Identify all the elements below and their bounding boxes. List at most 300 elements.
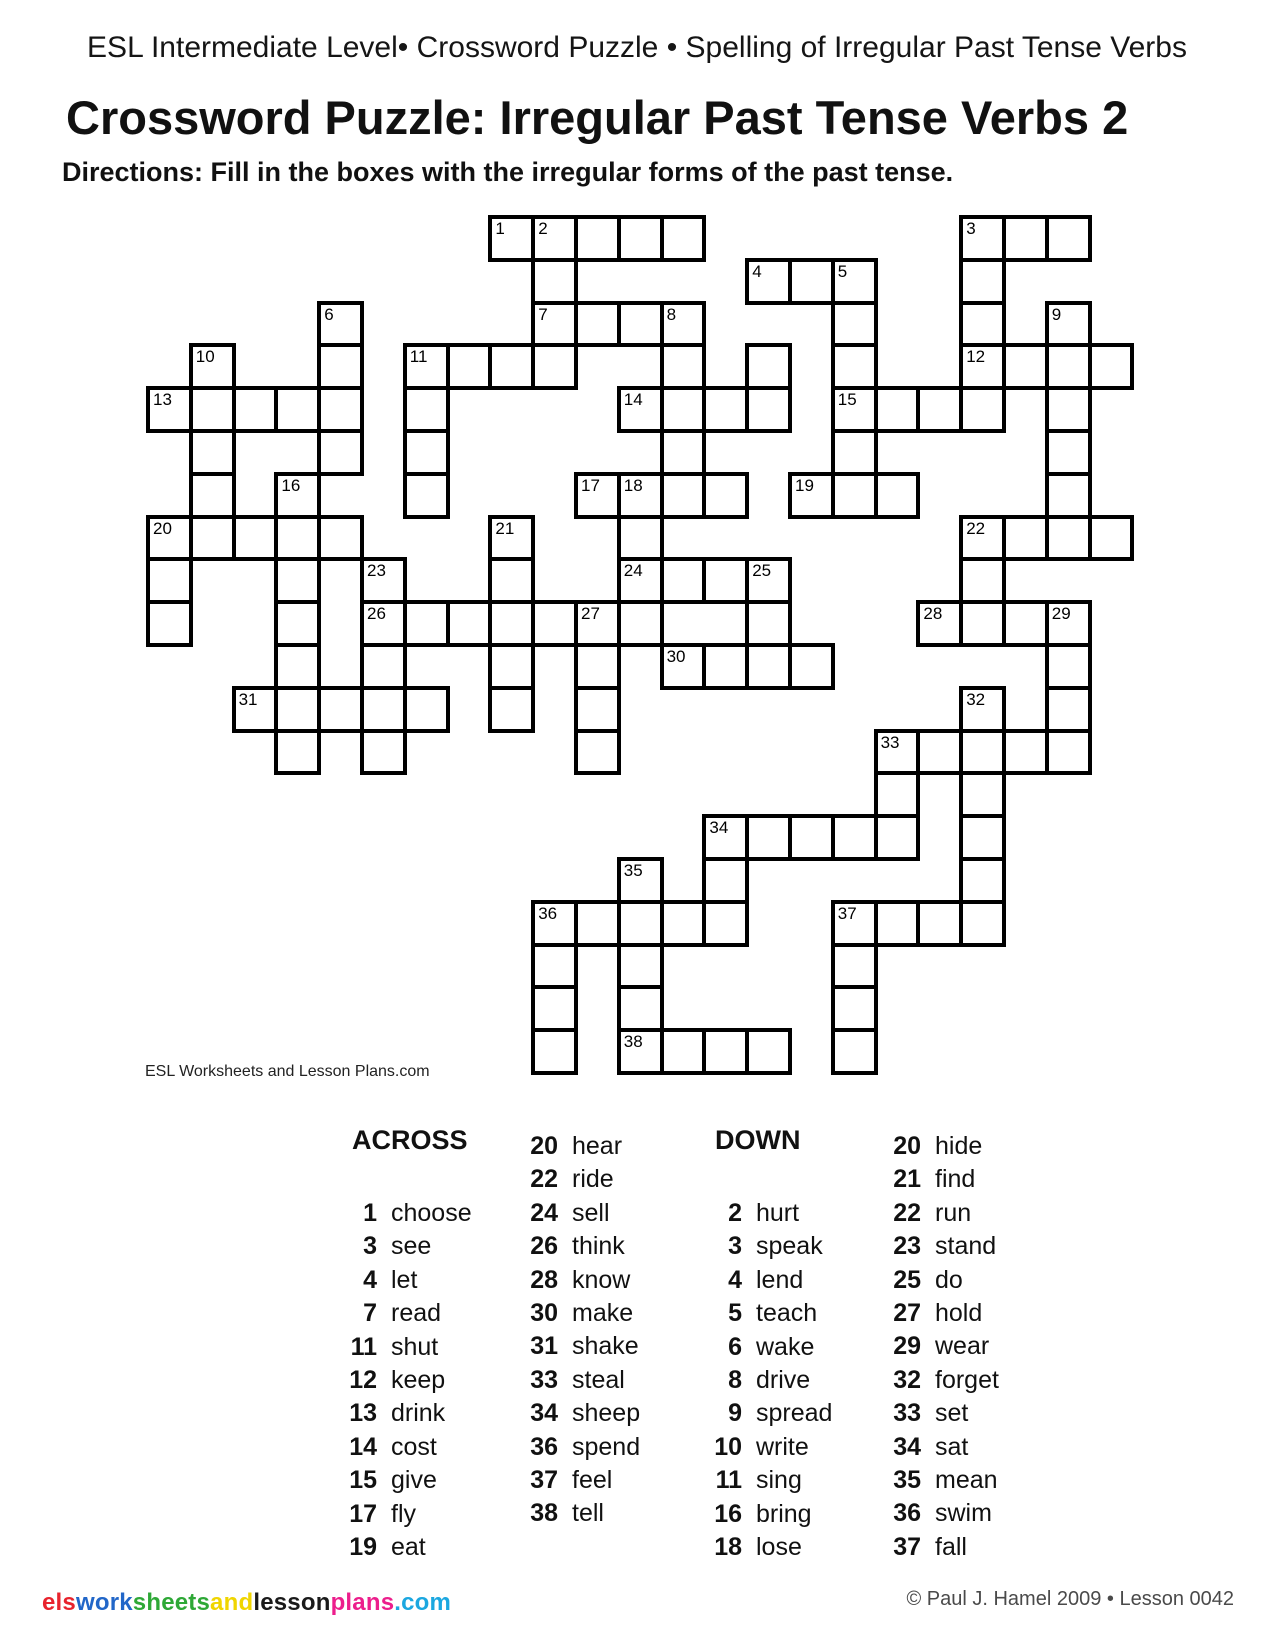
grid-cell[interactable] [189,386,236,433]
grid-cell[interactable] [617,386,664,433]
clue-item [881,1397,999,1430]
clue-number: 4 [728,1265,742,1294]
clue-item [881,1297,999,1330]
clue-word: choose [391,1199,472,1227]
clue-item [518,1230,640,1263]
clue-word: keep [391,1366,446,1395]
grid-cell[interactable] [1045,600,1092,647]
directions-text: Directions: Fill in the boxes with the irregular forms of the past tense. [62,157,954,187]
grid-cell[interactable] [403,343,450,390]
grid-cell[interactable] [831,472,878,519]
grid-cell[interactable] [745,814,792,861]
site-link[interactable] [42,1589,451,1617]
grid-cell[interactable] [660,900,707,947]
grid-cell[interactable] [702,900,749,947]
cell-number: 36 [538,903,558,923]
clue-word: sell [572,1198,610,1227]
clue-number: 17 [349,1499,377,1528]
grid-cell[interactable] [831,814,878,861]
clue-item [337,1264,472,1297]
clue-number: 37 [893,1532,921,1561]
cell-number: 28 [923,604,943,624]
across-clue-column-2 [518,1130,640,1531]
clue-item [518,1464,640,1497]
clue-number: 27 [893,1299,921,1328]
grid-cell[interactable] [317,515,364,562]
clue-word: hurt [756,1199,800,1227]
clue-item [881,1531,999,1564]
clue-number: 2 [728,1199,742,1227]
grid-cell[interactable] [702,386,749,433]
clue-word: ride [572,1165,614,1194]
grid-cell[interactable] [531,343,578,390]
grid-cell[interactable] [660,301,707,348]
clue-number: 22 [893,1198,921,1227]
down-clue-column-2 [881,1130,999,1564]
clue-number: 8 [728,1366,742,1395]
grid-cell[interactable] [189,343,236,390]
grid-cell[interactable] [574,686,621,733]
grid-cell[interactable] [531,301,578,348]
grid-cell[interactable] [274,515,321,562]
grid-cell[interactable] [1045,343,1092,390]
grid-cell[interactable] [574,600,621,647]
grid-cell[interactable] [531,943,578,990]
cell-number: 38 [623,1032,643,1052]
grid-cell[interactable] [360,729,407,776]
grid-cell[interactable] [574,301,621,348]
grid-cell[interactable] [360,557,407,604]
grid-cell[interactable] [702,857,749,904]
grid-cell[interactable] [403,600,450,647]
clue-item [337,1397,472,1430]
grid-cell[interactable] [959,814,1006,861]
clue-word: wake [756,1332,815,1361]
grid-cell[interactable] [959,557,1006,604]
grid-cell[interactable] [831,301,878,348]
cell-number: 4 [752,261,762,281]
grid-cell[interactable] [531,258,578,305]
grid-cell[interactable] [274,729,321,776]
grid-cell[interactable] [574,472,621,519]
grid-cell[interactable] [959,771,1006,818]
grid-cell[interactable] [403,686,450,733]
page-title: Crossword Puzzle: Irregular Past Tense Verbs 2 [66,91,1129,144]
grid-cell[interactable] [617,301,664,348]
grid-cell[interactable] [660,472,707,519]
clue-number: 30 [530,1299,558,1328]
grid-cell[interactable] [488,600,535,647]
grid-cell[interactable] [617,857,664,904]
grid-cell[interactable] [1045,515,1092,562]
grid-cell[interactable] [146,600,193,647]
grid-cell[interactable] [702,472,749,519]
grid-cell[interactable] [617,985,664,1032]
clue-word: sing [756,1466,802,1495]
clue-item [518,1130,640,1163]
grid-cell[interactable] [403,429,450,476]
clue-word: eat [391,1533,426,1562]
grid-cell[interactable] [916,600,963,647]
grid-cell[interactable] [1045,729,1092,776]
grid-cell[interactable] [916,386,963,433]
clue-item [702,1264,832,1297]
site-link-segment: .com [394,1589,452,1616]
grid-cell[interactable] [403,386,450,433]
clue-number: 32 [893,1365,921,1394]
cell-number: 22 [966,518,986,538]
grid-cell[interactable] [403,472,450,519]
grid-cell[interactable] [1002,600,1049,647]
grid-cell[interactable] [660,643,707,690]
clue-item [518,1197,640,1230]
grid-cell[interactable] [574,215,621,262]
down-header: DOWN [715,1125,801,1155]
grid-cell[interactable] [1002,215,1049,262]
grid-cell[interactable] [959,729,1006,776]
clue-word: swim [935,1499,992,1528]
grid-cell[interactable] [702,1028,749,1075]
clue-number: 5 [728,1299,742,1328]
grid-cell[interactable] [1045,643,1092,690]
grid-cell[interactable] [788,258,835,305]
clue-item [337,1230,472,1263]
clue-item [702,1498,832,1531]
clue-item [702,1297,832,1330]
clue-item [518,1297,640,1330]
clue-number: 13 [349,1399,377,1428]
clue-item [337,1331,472,1364]
grid-cell[interactable] [959,215,1006,262]
clue-item [702,1197,832,1230]
grid-cell[interactable] [959,857,1006,904]
grid-cell[interactable] [1045,301,1092,348]
grid-cell[interactable] [617,472,664,519]
grid-cell[interactable] [1088,343,1135,390]
grid-cell[interactable] [274,557,321,604]
grid-cell[interactable] [617,900,664,947]
grid-cell[interactable] [531,985,578,1032]
clue-item [337,1197,472,1230]
clue-word: read [391,1299,442,1328]
grid-cell[interactable] [660,343,707,390]
grid-cell[interactable] [189,515,236,562]
grid-cell[interactable] [574,900,621,947]
clue-word: hold [935,1299,983,1328]
grid-cell[interactable] [788,643,835,690]
grid-cell[interactable] [488,515,535,562]
cell-number: 34 [709,818,729,838]
clue-word: spend [572,1432,641,1461]
grid-cell[interactable] [831,386,878,433]
cell-number: 18 [623,475,643,495]
clue-word: fall [935,1532,967,1561]
grid-cell[interactable] [317,429,364,476]
down-clue-column-1 [702,1197,832,1564]
grid-cell[interactable] [959,600,1006,647]
grid-cell[interactable] [660,215,707,262]
clue-item [881,1197,999,1230]
grid-cell[interactable] [959,515,1006,562]
clue-word: hide [935,1132,983,1160]
grid-cell[interactable] [531,1028,578,1075]
grid-cell[interactable] [874,900,921,947]
clue-number: 31 [530,1332,558,1361]
grid-cell[interactable] [745,343,792,390]
grid-cell[interactable] [274,472,321,519]
grid-cell[interactable] [745,557,792,604]
clue-word: make [572,1299,634,1328]
grid-cell[interactable] [189,429,236,476]
clue-word: set [935,1399,969,1428]
grid-cell[interactable] [1002,729,1049,776]
cell-number: 11 [409,347,428,367]
clue-number: 33 [893,1399,921,1428]
grid-cell[interactable] [831,429,878,476]
grid-cell[interactable] [189,472,236,519]
grid-cell[interactable] [274,686,321,733]
clue-number: 25 [893,1265,921,1294]
grid-cell[interactable] [831,343,878,390]
grid-cell[interactable] [1045,386,1092,433]
grid-cell[interactable] [617,1028,664,1075]
grid-cell[interactable] [660,1028,707,1075]
clue-item [881,1464,999,1497]
clue-item [337,1297,472,1330]
clue-number: 34 [530,1399,558,1428]
grid-cell[interactable] [660,557,707,604]
grid-cell[interactable] [702,643,749,690]
grid-cell[interactable] [959,258,1006,305]
clue-number: 4 [363,1265,377,1294]
grid-cell[interactable] [317,386,364,433]
clue-number: 10 [714,1432,742,1461]
grid-cell[interactable] [274,643,321,690]
grid-cell[interactable] [1002,343,1049,390]
clue-word: sheep [572,1399,641,1428]
grid-cell[interactable] [788,814,835,861]
clue-number: 24 [530,1198,558,1227]
clue-number: 3 [728,1232,742,1261]
clue-number: 28 [530,1265,558,1294]
clue-word: shut [391,1332,439,1361]
grid-cell[interactable] [146,515,193,562]
site-link-segment: sheets [132,1589,211,1616]
cell-number: 12 [966,347,986,367]
grid-cell[interactable] [146,386,193,433]
clue-word: sat [935,1432,969,1461]
grid-cell[interactable] [745,1028,792,1075]
cell-number: 15 [837,390,857,410]
grid-cell[interactable] [574,643,621,690]
cell-number: 30 [666,647,686,666]
grid-cell[interactable] [360,600,407,647]
clue-word: feel [572,1466,613,1495]
clue-number: 29 [893,1332,921,1361]
grid-cell[interactable] [274,386,321,433]
clue-number: 6 [728,1332,742,1361]
cell-number: 26 [367,604,386,624]
cell-number: 23 [367,561,386,581]
cell-number: 6 [324,304,334,324]
cell-number: 9 [1051,304,1062,324]
grid-cell[interactable] [959,900,1006,947]
grid-cell[interactable] [831,943,878,990]
clue-word: hear [572,1132,623,1160]
clue-item [518,1431,640,1464]
clue-word: lend [756,1265,804,1294]
grid-cell[interactable] [488,343,535,390]
grid-cell[interactable] [874,386,921,433]
grid-cell[interactable] [531,215,578,262]
cell-number: 8 [666,304,677,324]
grid-cell[interactable] [745,386,792,433]
grid-cell[interactable] [959,301,1006,348]
clue-word: see [391,1232,432,1261]
clue-item [881,1163,999,1196]
grid-cell[interactable] [446,600,493,647]
grid-caption: ESL Worksheets and Lesson Plans.com [145,1063,430,1080]
clue-number: 16 [714,1499,742,1528]
grid-cell[interactable] [617,600,664,647]
clue-item [518,1497,640,1530]
clue-item [702,1464,832,1497]
grid-cell[interactable] [617,515,664,562]
site-link-segment: els [42,1589,76,1616]
site-link-segment: work [75,1589,133,1616]
clue-item [702,1431,832,1464]
clue-number: 20 [530,1132,558,1160]
grid-cell[interactable] [831,900,878,947]
clue-item [702,1364,832,1397]
cell-number: 31 [238,689,258,709]
clue-number: 23 [893,1232,921,1261]
grid-cell[interactable] [446,343,493,390]
grid-cell[interactable] [488,686,535,733]
grid-cell[interactable] [745,258,792,305]
clue-item [881,1264,999,1297]
grid-cell[interactable] [360,686,407,733]
clue-item [518,1397,640,1430]
grid-cell[interactable] [488,557,535,604]
grid-cell[interactable] [617,557,664,604]
clue-item [702,1230,832,1263]
grid-cell[interactable] [1045,215,1092,262]
grid-cell[interactable] [146,557,193,604]
grid-cell[interactable] [1088,515,1135,562]
grid-cell[interactable] [1002,515,1049,562]
grid-cell[interactable] [916,900,963,947]
clue-word: do [935,1265,963,1294]
grid-cell[interactable] [317,686,364,733]
grid-cell[interactable] [488,215,535,262]
cell-number: 3 [966,219,976,238]
cell-number: 24 [623,561,643,581]
clue-number: 12 [349,1366,377,1395]
clue-item [337,1498,472,1531]
site-link-segment: lesson [253,1589,331,1616]
grid-cell[interactable] [1045,686,1092,733]
grid-cell[interactable] [617,943,664,990]
cell-number: 29 [1051,604,1071,624]
grid-cell[interactable] [232,515,279,562]
grid-cell[interactable] [317,343,364,390]
clue-number: 37 [530,1466,558,1495]
grid-cell[interactable] [531,600,578,647]
grid-cell[interactable] [574,729,621,776]
grid-cell[interactable] [831,1028,878,1075]
clue-word: let [391,1265,418,1294]
clue-number: 9 [728,1399,742,1428]
grid-cell[interactable] [831,258,878,305]
clue-item [702,1531,832,1564]
grid-cell[interactable] [660,429,707,476]
grid-cell[interactable] [745,600,792,647]
clue-word: wear [935,1332,990,1361]
across-clue-column-1 [337,1197,472,1564]
grid-cell[interactable] [617,215,664,262]
grid-cell[interactable] [232,386,279,433]
grid-cell[interactable] [660,386,707,433]
clue-number: 36 [530,1432,558,1461]
grid-cell[interactable] [1045,472,1092,519]
clue-item [702,1331,832,1364]
grid-cell[interactable] [874,771,921,818]
site-link-segment: and [210,1589,254,1616]
grid-cell[interactable] [702,557,749,604]
clue-number: 20 [893,1132,921,1160]
grid-cell[interactable] [488,643,535,690]
clue-item [702,1397,832,1430]
grid-cell[interactable] [874,472,921,519]
grid-cell[interactable] [317,301,364,348]
cell-number: 21 [495,518,515,538]
grid-cell[interactable] [959,686,1006,733]
grid-cell[interactable] [959,386,1006,433]
clue-number: 11 [350,1332,377,1361]
grid-cell[interactable] [788,472,835,519]
grid-cell[interactable] [1045,429,1092,476]
clue-number: 36 [893,1499,921,1528]
clue-item [337,1431,472,1464]
clue-word: teach [756,1299,818,1328]
grid-cell[interactable] [274,600,321,647]
clue-number: 26 [530,1232,558,1261]
site-link-segment: plans [330,1589,395,1616]
cell-number: 17 [581,475,600,495]
clue-number: 7 [363,1299,377,1328]
grid-cell[interactable] [360,643,407,690]
grid-cell[interactable] [531,900,578,947]
grid-cell[interactable] [232,686,279,733]
grid-cell[interactable] [874,814,921,861]
cell-number: 14 [623,390,643,410]
grid-cell[interactable] [959,343,1006,390]
clue-item [881,1130,999,1163]
grid-cell[interactable] [916,729,963,776]
grid-cell[interactable] [702,814,749,861]
grid-cell[interactable] [745,643,792,690]
grid-cell[interactable] [874,729,921,776]
kicker-line: ESL Intermediate Level• Crossword Puzzle • Spelling of Irregular Past Tense Verbs [87,31,1187,64]
cell-number: 7 [538,304,548,324]
clue-item [337,1364,472,1397]
clue-number: 35 [893,1466,921,1495]
clue-item [518,1364,640,1397]
grid-cell[interactable] [831,985,878,1032]
clue-word: forget [935,1365,999,1394]
clue-word: bring [756,1499,812,1528]
